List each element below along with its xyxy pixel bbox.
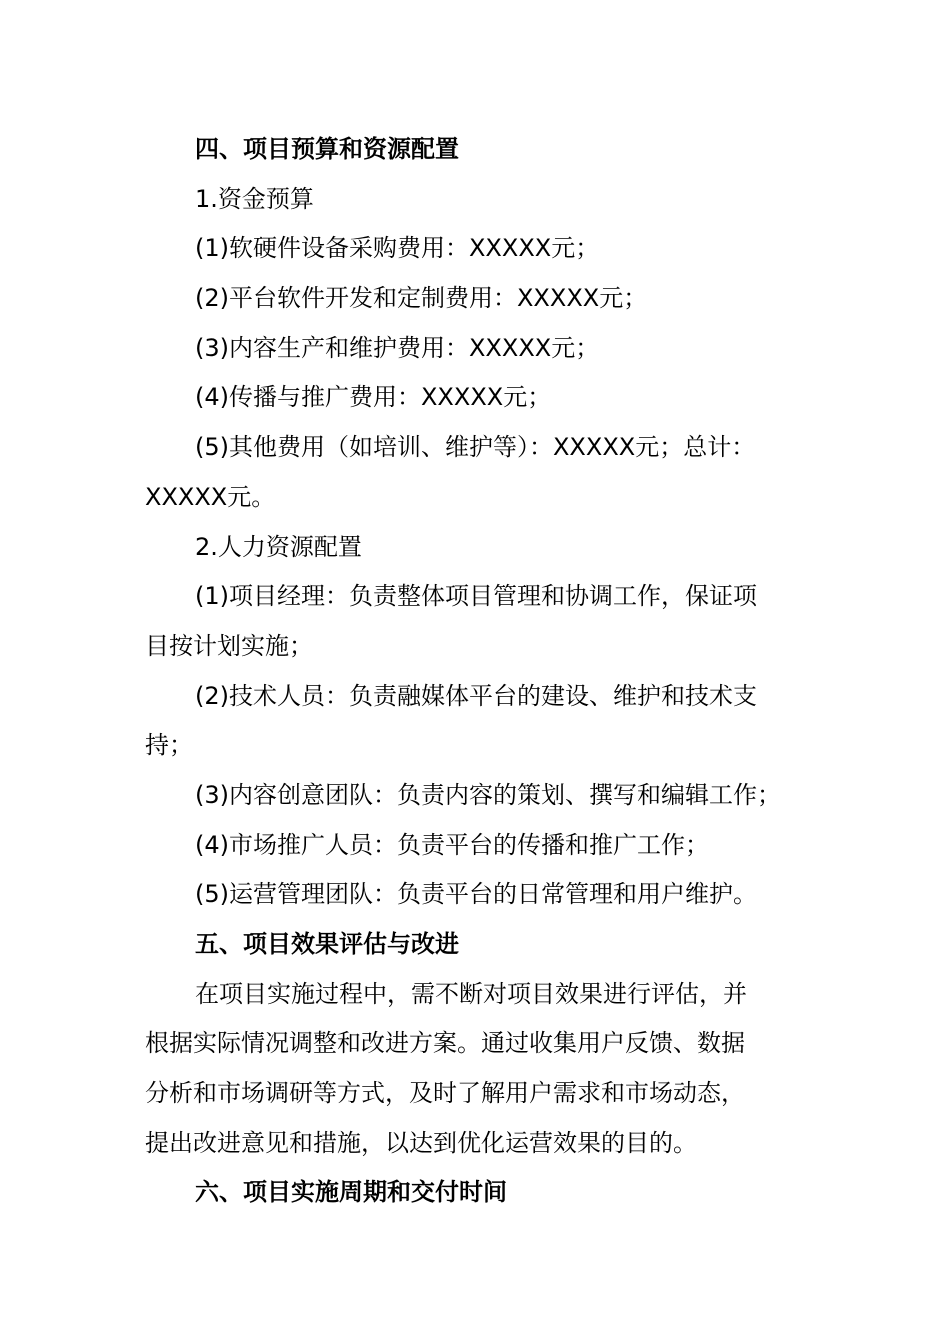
hr-item-1-continued: 目按计划实施； xyxy=(145,631,313,660)
evaluation-paragraph-line-3: 分析和市场调研等方式，及时了解用户需求和市场动态， xyxy=(145,1079,745,1108)
evaluation-paragraph-line-1: 在项目实施过程中，需不断对项目效果进行评估，并 xyxy=(195,979,747,1008)
section-heading-schedule: 六、项目实施周期和交付时间 xyxy=(195,1178,507,1207)
hr-item-2: (2)技术人员：负责融媒体平台的建设、维护和技术支 xyxy=(195,681,757,710)
budget-item-3: (3)内容生产和维护费用：XXXXX元； xyxy=(195,333,600,362)
budget-item-5: (5)其他费用（如培训、维护等）：XXXXX元；总计： xyxy=(195,433,756,462)
budget-item-2: (2)平台软件开发和定制费用：XXXXX元； xyxy=(195,284,648,313)
subheading-funding-budget: 1.资金预算 xyxy=(195,184,314,213)
document-body xyxy=(145,125,835,1218)
hr-item-5: (5)运营管理团队：负责平台的日常管理和用户维护。 xyxy=(195,880,757,909)
hr-item-2-continued: 持； xyxy=(145,731,193,760)
hr-item-4: (4)市场推广人员：负责平台的传播和推广工作； xyxy=(195,830,709,859)
budget-item-4: (4)传播与推广费用：XXXXX元； xyxy=(195,383,552,412)
budget-item-5-continued: XXXXX元。 xyxy=(145,482,276,511)
hr-item-3: (3)内容创意团队：负责内容的策划、撰写和编辑工作； xyxy=(195,780,781,809)
evaluation-paragraph-line-2: 根据实际情况调整和改进方案。通过收集用户反馈、数据 xyxy=(145,1029,745,1058)
evaluation-paragraph-line-4: 提出改进意见和措施，以达到优化运营效果的目的。 xyxy=(145,1128,697,1157)
section-heading-evaluation: 五、项目效果评估与改进 xyxy=(195,930,459,958)
hr-item-1: (1)项目经理：负责整体项目管理和协调工作，保证项 xyxy=(195,582,757,611)
budget-item-1: (1)软硬件设备采购费用：XXXXX元； xyxy=(195,234,600,263)
section-heading-budget: 四、项目预算和资源配置 xyxy=(195,135,459,163)
subheading-human-resources: 2.人力资源配置 xyxy=(195,532,362,561)
